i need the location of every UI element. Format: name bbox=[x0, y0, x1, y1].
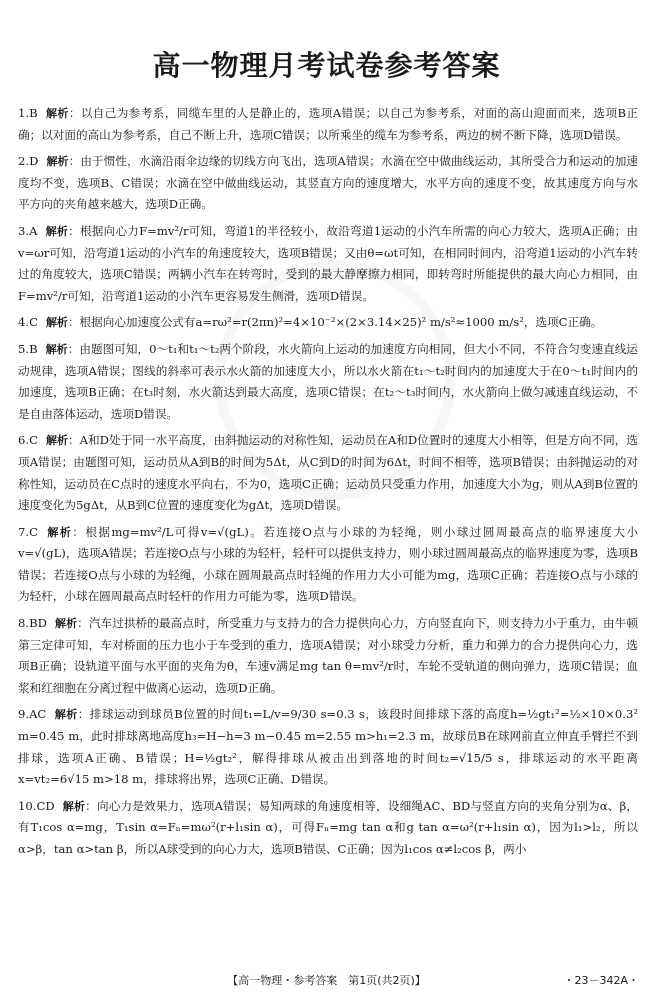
answer-choice: A bbox=[29, 223, 38, 238]
analysis-colon: ： bbox=[68, 106, 81, 120]
answer-choice: B bbox=[29, 106, 38, 120]
answer-item bbox=[18, 339, 638, 425]
answer-item bbox=[18, 704, 638, 790]
answer-choice: C bbox=[29, 524, 38, 539]
question-number: 10. bbox=[18, 798, 37, 813]
analysis-label: 解析 bbox=[45, 316, 68, 330]
analysis-colon: ： bbox=[68, 223, 80, 238]
analysis-label: 解析 bbox=[46, 155, 69, 169]
analysis-label: 解析 bbox=[45, 525, 73, 539]
answer-choice: BD bbox=[29, 616, 47, 631]
analysis-label: 解析 bbox=[45, 342, 68, 356]
answer-choice: D bbox=[29, 154, 39, 169]
answer-item bbox=[18, 312, 638, 334]
question-number: 3. bbox=[18, 223, 30, 238]
question-number: 7. bbox=[18, 524, 30, 539]
question-number: 2. bbox=[18, 154, 30, 169]
analysis-text: 向心力是效果力，选项A错误；易知两球的角速度相等，设细绳AC、BD与竖直方向的夹角分别为α、β，有T₁cos α=mg，T₁sin α=Fₙ=mω²(r+l₁sin α)，可得Fₙ=mg tan α和g tan α=ω²(r+l₁sin α)，因为l₁>l₂，所以α>β，tan α>tan β，所以A球受到的向心力大，选项B错误、C正确；因为l₁cos α≠l₂cos β，两小 bbox=[18, 798, 639, 856]
analysis-label: 解析 bbox=[45, 434, 69, 448]
answer-item bbox=[18, 103, 638, 146]
question-number: 9. bbox=[18, 707, 30, 722]
answer-choice: AC bbox=[29, 707, 47, 722]
analysis-text: 汽车过拱桥的最高点时，所受重力与支持力的合力提供向心力，方向竖直向下，则支持力小于重力，由牛顿第三定律可知，车对桥面的压力也小于车受到的重力，选项A错误；对小球受力分析，重力和弹力的合力提供向心力，选项B正确；设轨道平面与水平面的夹角为θ，车速v满足mg tan θ=mv²/r时，车轮不受轨道的侧向弹力，选项C错误；血浆和红细胞在分离过程中做离心运动，选项D正确。 bbox=[18, 616, 638, 695]
question-number: 6. bbox=[18, 433, 30, 448]
answer-item bbox=[18, 430, 638, 516]
analysis-text: A和D处于同一水平高度，由斜抛运动的对称性知，运动员在A和D位置时的速度大小相等，但是方向不同，选项A错误；由题图可知，运动员从A到B的时间为5Δt，从C到D的时间为6Δt，时间不相等，选项B错误；由斜抛运动的对称性知，运动员在C点时的速度水平向右，不为0，选项C正确；运动员只受重力作用，加速度大小为g，则从A到B位置的速度变化为5gΔt，从B到C位置的速度变化为gΔt，选项D错误。 bbox=[18, 433, 638, 513]
question-number: 5. bbox=[18, 341, 30, 356]
analysis-colon: ： bbox=[85, 798, 97, 813]
answer-item bbox=[18, 522, 638, 608]
answer-choice: B bbox=[29, 341, 38, 356]
footer-code: ・23－342A・ bbox=[563, 974, 639, 987]
analysis-text: 根据向心力F=mv²/r可知，弯道1的半径较小，故沿弯道1运动的小汽车所需的向心力较大，选项A正确；由v=ωr可知，沿弯道1运动的小汽车的角速度较大，选项B错误；又由θ=ωt可知，在相同时间内，沿弯道1运动的小汽车转过的角度较大，选项C错误；两辆小汽车在转弯时，受到的最大静摩擦力相同，即转弯时所能提供的最大向心力相同，由F=mv²/r可知，沿弯道1运动的小汽车更容易发生侧滑，选项D错误。 bbox=[18, 223, 638, 303]
analysis-text: 由于惯性，水滴沿雨伞边缘的切线方向飞出，选项A错误；水滴在空中做曲线运动，其所受合力和运动的加速度均不变，选项B、C错误；水滴在空中做曲线运动，其竖直方向的速度增大，水平方向的速度不变，故其速度方向与水平方向的夹角越来越大，选项D正确。 bbox=[18, 154, 638, 212]
question-number: 8. bbox=[18, 616, 30, 631]
answer-choice: C bbox=[29, 433, 38, 448]
answer-item bbox=[18, 613, 638, 699]
page-title: 高一物理月考试卷参考答案 bbox=[152, 49, 501, 82]
answer-item bbox=[18, 151, 638, 216]
analysis-label: 解析 bbox=[62, 799, 86, 813]
analysis-label: 解析 bbox=[45, 107, 69, 120]
analysis-label: 解析 bbox=[54, 708, 78, 722]
analysis-text: 以自己为参考系，同缆车里的人是静止的，选项A错误；以自己为参考系，对面的高山迎面而来，选项B正确；以对面的高山为参考系，自己不断上升，选项C错误；以所乘坐的缆车为参考系，两边的树不断下降，选项D错误。 bbox=[18, 106, 638, 142]
analysis-colon: ： bbox=[72, 524, 86, 539]
answer-item bbox=[18, 221, 638, 307]
analysis-colon: ： bbox=[67, 341, 80, 356]
answer-choice: C bbox=[29, 315, 38, 330]
analysis-label: 解析 bbox=[54, 617, 78, 631]
analysis-text: 由题图可知，0～t₁和t₁～t₂两个阶段，水火箭向上运动的加速度方向相同，但大小不同，不符合匀变速直线运动规律，选项A错误；图线的斜率可表示水火箭的加速度大小，所以水火箭在t₁～t₂时间内的加速度大于在0～t₁时间内的加速度，选项B正确；在t₃时刻，水火箭达到最大高度，选项C错误；在t₂～t₃时间内，水火箭向上做匀减速直线运动，不是自由落体运动，选项D错误。 bbox=[18, 341, 638, 421]
question-number: 4. bbox=[18, 315, 30, 330]
analysis-colon: ： bbox=[77, 616, 89, 631]
footer-page-info: 【高一物理・参考答案 第1页(共2页)】 bbox=[227, 974, 426, 987]
question-number: 1. bbox=[18, 106, 30, 120]
analysis-text: 根据向心加速度公式有a=rω²=r(2πn)²=4×10⁻²×(2×3.14×25)² m/s²≈1000 m/s²，选项C正确。 bbox=[79, 315, 603, 330]
answers-body bbox=[18, 103, 638, 866]
analysis-colon: ： bbox=[67, 315, 80, 330]
analysis-text: 排球运动到球员B位置的时间t₁=L/v=9/30 s=0.3 s，该段时间排球下落的高度h=½gt₁²=½×10×0.3² m=0.45 m，此时排球离地高度h₃=H−h=3 m−0.45 m=2.55 m>h₁=2.3 m，故球员B在球网前直立伸直手臂拦不到排球，选项A正确、B错误；H=½gt₂²，解得排球从被击出到落地的时间t₂=√15/5 s，排球运动的水平距离x=vt₂=6√15 m>18 m，排球将出界，选项C正确、D错误。 bbox=[18, 707, 638, 787]
analysis-colon: ： bbox=[68, 433, 80, 448]
answer-choice: CD bbox=[36, 798, 55, 813]
analysis-label: 解析 bbox=[45, 224, 69, 238]
analysis-colon: ： bbox=[77, 707, 90, 722]
analysis-text: 根据mg=mv²/L可得v=√(gL)。若连接O点与小球的为轻绳，则小球过圆周最高点的临界速度大小v=√(gL)，选项A错误；若连接O点与小球的为轻杆，轻杆可以提供支持力，则小球过圆周最高点的临界速度为零，选项B错误；若连接O点与小球的为轻绳，小球在圆周最高点时轻绳的作用力大小可能为mg，选项C正确；若连接O点与小球的为轻杆，小球在圆周最高点时轻杆的作用力可能为零，选项D错误。 bbox=[18, 524, 638, 604]
answer-item bbox=[18, 796, 638, 861]
analysis-colon: ： bbox=[68, 154, 81, 169]
